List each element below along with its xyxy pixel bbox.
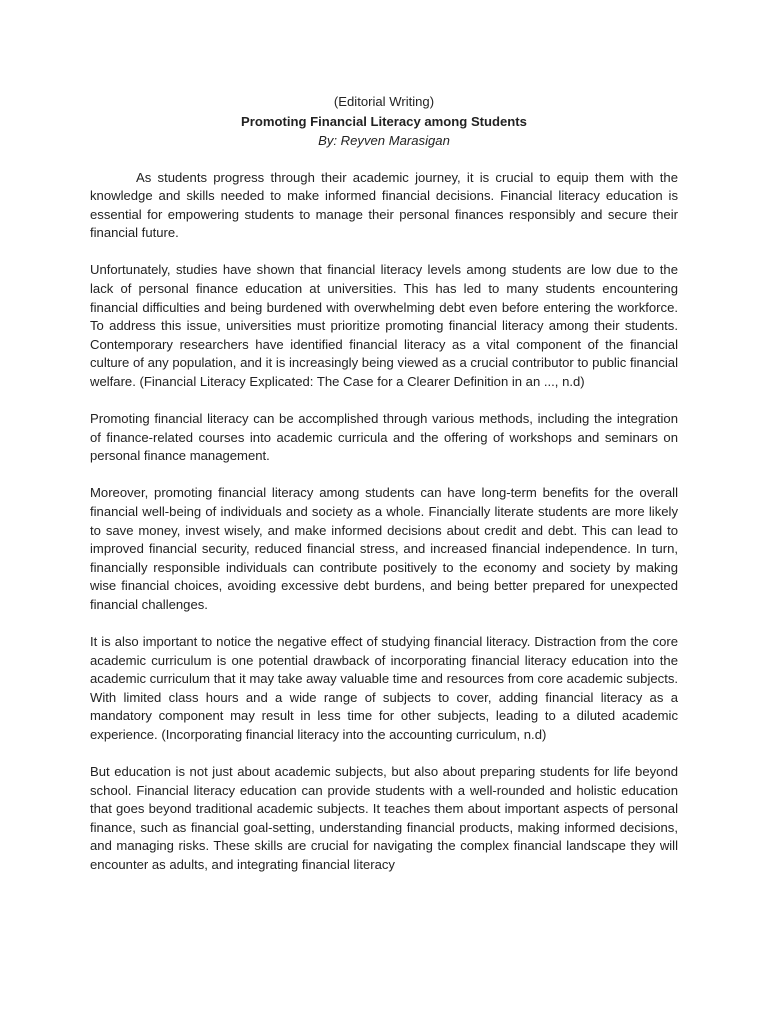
paragraph-drawbacks: It is also important to notice the negative effect of studying financial literacy. Distraction from the core academic curriculum is one potential drawback of incorporating financial literacy education into the academic curriculum that it may take away valuable time and resources from core academic subjects. With limited class hours and a wide range of subjects to cover, adding financial literacy as a mandatory component may result in less time for other subjects, leading to a diluted academic experience. (Incorporating financial literacy into the accounting curriculum, n.d) bbox=[90, 633, 679, 742]
document-header bbox=[90, 92, 678, 151]
paragraph-problem: Unfortunately, studies have shown that financial literacy levels among students are low due to the lack of personal finance education at universities. This has led to many students encountering financial difficulties and being burdened with overwhelming debt even before entering the workforce. To address this issue, universities must prioritize promoting financial literacy among their students. Contemporary researchers have identified financial literacy as a vital component of the financial culture of any population, and it is increasingly being viewed as a crucial contributor to public financial welfare. (Financial Literacy Explicated: The Case for a Clearer Definition in an ..., n.d) bbox=[90, 262, 678, 389]
paragraph-conclusion: But education is not just about academic subjects, but also about preparing students for life beyond school. Financial literacy education can provide students with a well-rounded and holistic education that goes beyond traditional academic subjects. It teaches them about important aspects of personal finance, such as financial goal-setting, understanding financial products, making informed decisions, and managing risks. These skills are crucial for navigating the complex financial landscape they will encounter as adults, and integrating financial literacy bbox=[90, 764, 678, 872]
document-label: (Editorial Writing) bbox=[333, 94, 435, 109]
paragraph-intro: As students progress through their academic journey, it is crucial to equip them with the knowledge and skills needed to make informed financial decisions. Financial literacy education is essential for empowering students to manage their personal finances responsibly and secure their financial future. bbox=[90, 169, 678, 241]
paragraph-methods: Promoting financial literacy can be accomplished through various methods, including the integration of finance-related courses into academic curricula and the offering of workshops and seminars on personal finance management. bbox=[90, 411, 678, 464]
document-body bbox=[90, 92, 678, 893]
paragraph-benefits: Moreover, promoting financial literacy among students can have long-term benefits for the overall financial well-being of individuals and society as a whole. Financially literate students are more likely to save money, invest wisely, and make informed decisions about credit and debt. This can lead to improved financial security, reduced financial stress, and increased financial independence. In turn, financially responsible individuals can contribute positively to the economy and society by making wise financial choices, avoiding excessive debt burdens, and being better prepared for unexpected financial challenges. bbox=[90, 485, 678, 612]
document-title: Promoting Financial Literacy among Students bbox=[241, 113, 527, 129]
document-byline: By: Reyven Marasigan bbox=[318, 133, 450, 148]
